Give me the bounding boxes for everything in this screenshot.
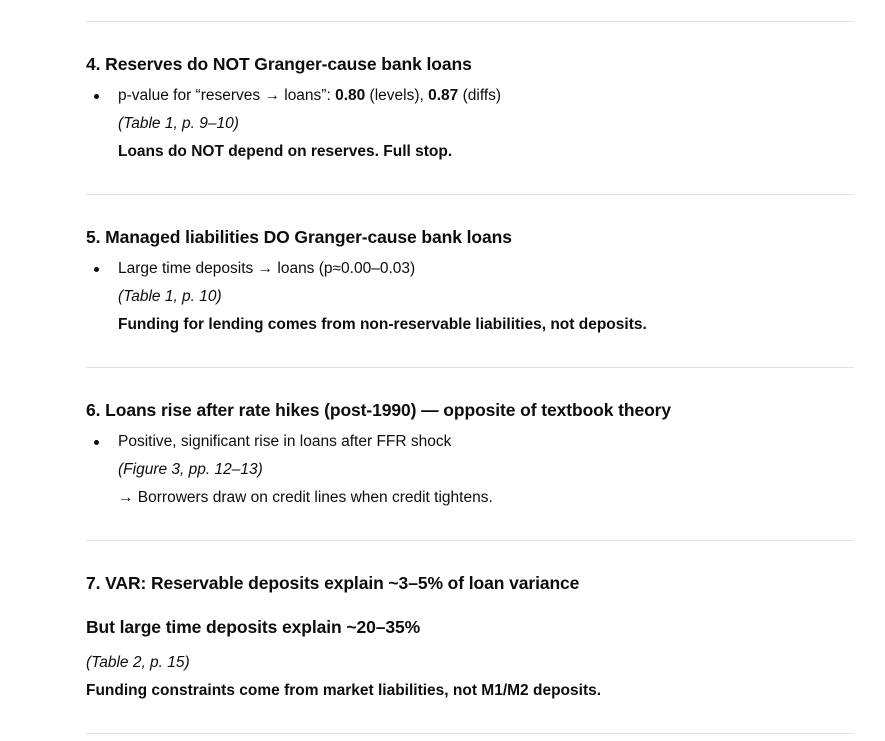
- section-6-heading: 6. Loans rise after rate hikes (post-1990) — opposite of textbook theory: [86, 400, 672, 420]
- section-5-conclusion: Funding for lending comes from non-reservable liabilities, not deposits.: [118, 316, 647, 333]
- divider: [86, 540, 854, 541]
- section-5-heading: 5. Managed liabilities DO Granger-cause bank loans: [86, 227, 512, 247]
- section-7-citation: (Table 2, p. 15): [86, 654, 190, 671]
- section-4-conclusion: Loans do NOT depend on reserves. Full stop.: [118, 143, 453, 160]
- section-7-conclusion: Funding constraints come from market liabilities, not M1/M2 deposits.: [86, 682, 602, 699]
- section-5-citation: (Table 1, p. 10): [118, 288, 222, 305]
- section-4-heading: 4. Reserves do NOT Granger-cause bank loans: [86, 54, 472, 74]
- divider: [86, 367, 854, 368]
- section-6-citation: (Figure 3, pp. 12–13): [118, 461, 263, 478]
- section-5-bullet: Large time deposits → loans (p≈0.00–0.03): [118, 260, 416, 277]
- bullet-marker: [94, 94, 99, 99]
- divider: [86, 194, 854, 195]
- section-7-subheading: But large time deposits explain ~20–35%: [86, 617, 421, 637]
- section-6-bullet: Positive, significant rise in loans after FFR shock: [118, 433, 452, 450]
- section-4-citation: (Table 1, p. 9–10): [118, 115, 239, 132]
- section-7-heading: 7. VAR: Reservable deposits explain ~3–5% of loan variance: [86, 573, 580, 593]
- bullet-marker: [94, 267, 99, 272]
- divider: [86, 733, 854, 734]
- divider: [86, 21, 854, 22]
- section-4-bullet: p-value for “reserves → loans”: 0.80 (levels), 0.87 (diffs): [118, 87, 502, 104]
- section-6-conclusion: → Borrowers draw on credit lines when credit tightens.: [118, 489, 493, 506]
- bullet-marker: [94, 440, 99, 445]
